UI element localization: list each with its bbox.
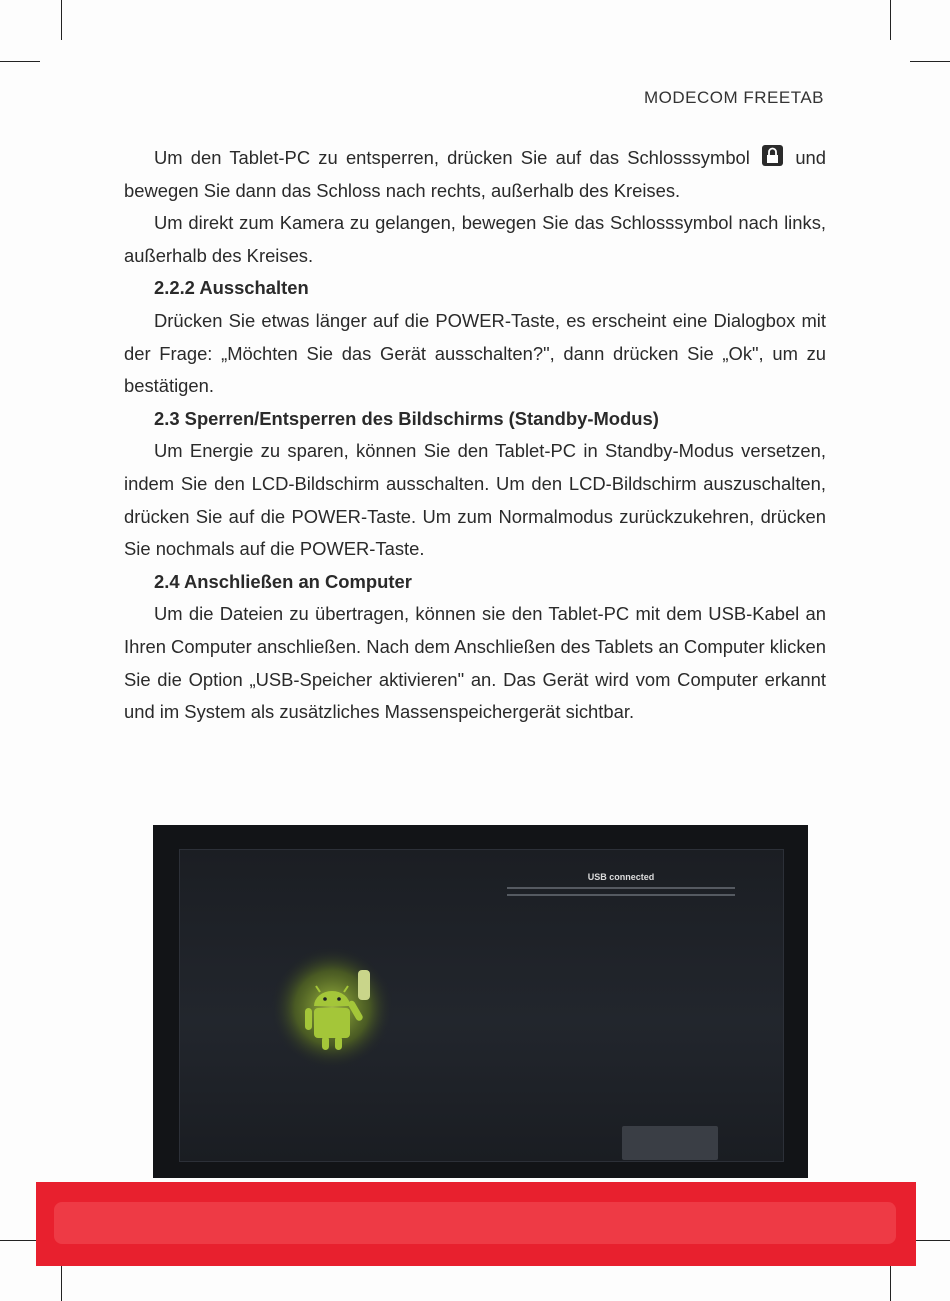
paragraph-text: Um den Tablet-PC zu entsperren, drücken Sie auf das Schlosssymbol — [154, 147, 750, 168]
crop-mark — [910, 61, 950, 62]
section-heading: 2.3 Sperren/Entsperren des Bildschirms (Standby-Modus) — [154, 407, 659, 429]
section-heading: 2.4 Anschließen an Computer — [154, 570, 412, 592]
crop-mark — [0, 1240, 40, 1241]
notification-title: USB connected — [587, 872, 655, 882]
lock-icon — [762, 145, 783, 166]
crop-mark — [910, 1240, 950, 1241]
crop-mark — [0, 61, 40, 62]
crop-mark — [890, 0, 891, 40]
crop-mark — [890, 1262, 891, 1301]
running-header: MODECOM FREETAB — [643, 88, 824, 107]
paragraph-camera: Um direkt zum Kamera zu gelangen, bewegen Sie das Schlosssymbol nach links, außerhalb des Kreises. — [124, 212, 826, 266]
android-robot-icon — [270, 940, 400, 1070]
paragraph-connect: Um die Dateien zu übertragen, können sie den Tablet-PC mit dem USB-Kabel an Ihren Computer anschließen. Nach dem Anschließen des Tablets an Computer klicken Sie die Option „USB-Speicher aktivieren" an. Das Gerät wird vom Computer erkannt und im System als zusätzliches Massenspeichergerät sichtbar. — [124, 603, 826, 723]
notification-text-line — [507, 887, 735, 889]
footer-band — [36, 1182, 916, 1266]
usb-notification — [491, 872, 751, 896]
paragraph-text: und bewegen Sie dann das Schloss nach rechts, außerhalb des Kreises. — [124, 147, 826, 201]
footer-band-inner — [54, 1202, 896, 1244]
section-heading: 2.2.2 Ausschalten — [154, 277, 309, 299]
paragraph-standby: Um Energie zu sparen, können Sie den Tablet-PC in Standby-Modus versetzen, indem Sie den LCD-Bildschirm ausschalten. Um den LCD-Bildschirm auszuschalten, drücken Sie auf die POWER-Taste. Um zum Normalmodus zurückzukehren, drücken Sie nochmals auf die POWER-Taste. — [124, 440, 826, 560]
notification-text-line — [507, 894, 735, 896]
crop-mark — [61, 1262, 62, 1301]
usb-screenshot — [153, 825, 808, 1178]
body-text — [124, 142, 826, 729]
paragraph-unlock — [124, 142, 826, 207]
usb-storage-button — [622, 1126, 718, 1160]
paragraph-power-off: Drücken Sie etwas länger auf die POWER-Taste, es erscheint eine Dialogbox mit der Frage: „Möchten Sie das Gerät ausschalten?", dann drücken Sie „Ok", um zu bestätigen. — [124, 309, 826, 397]
crop-mark — [61, 0, 62, 40]
device-screen — [179, 849, 784, 1162]
